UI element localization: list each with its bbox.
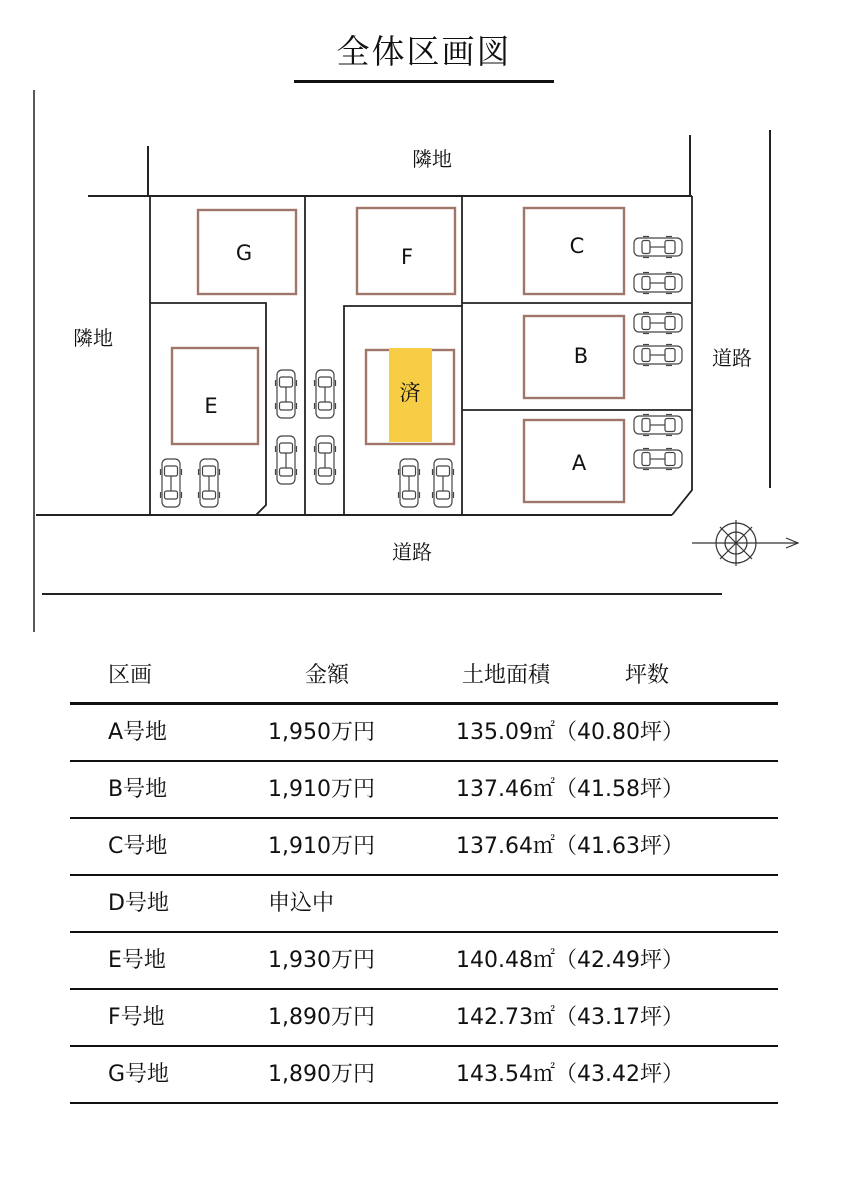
header-price: 金額 xyxy=(305,663,350,688)
table-row xyxy=(70,762,778,819)
neighbor-north-label: 隣地 xyxy=(412,147,452,171)
row-area: 137.46㎡（41.58坪） xyxy=(456,777,684,802)
row-price: 申込中 xyxy=(268,891,335,916)
lot-label-b: B xyxy=(573,344,589,368)
row-lot: D号地 xyxy=(108,891,169,916)
row-price: 1,930万円 xyxy=(268,948,375,973)
lot-label-d-sold: 済 xyxy=(399,381,421,405)
row-area: 137.64㎡（41.63坪） xyxy=(456,834,684,859)
row-lot: G号地 xyxy=(108,1062,170,1087)
site-plan xyxy=(0,85,848,635)
table-row xyxy=(70,819,778,876)
lot-label-g: G xyxy=(235,241,253,265)
row-lot: B号地 xyxy=(108,777,168,802)
row-area: 142.73㎡（43.17坪） xyxy=(456,1005,684,1030)
row-price: 1,890万円 xyxy=(268,1005,375,1030)
table-row xyxy=(70,876,778,933)
header-area: 土地面積 xyxy=(462,663,551,688)
row-lot: C号地 xyxy=(108,834,168,859)
row-lot: E号地 xyxy=(108,948,166,973)
table-row xyxy=(70,933,778,990)
row-price: 1,950万円 xyxy=(268,720,375,745)
row-price: 1,910万円 xyxy=(268,834,375,859)
row-price: 1,890万円 xyxy=(268,1062,375,1087)
compass-icon xyxy=(692,520,798,566)
lot-label-a: A xyxy=(571,451,587,475)
row-lot: A号地 xyxy=(108,720,168,745)
row-lot: F号地 xyxy=(108,1005,165,1030)
page-title: 全体区画図 xyxy=(336,32,512,71)
table-row xyxy=(70,1047,778,1104)
row-area: 135.09㎡（40.80坪） xyxy=(456,720,684,745)
row-area: 143.54㎡（43.42坪） xyxy=(456,1062,684,1087)
header-lot: 区画 xyxy=(108,663,153,688)
lot-label-e: E xyxy=(204,394,218,418)
lot-label-f: F xyxy=(400,245,414,269)
neighbor-west-label: 隣地 xyxy=(73,326,113,350)
table-header-row xyxy=(70,650,778,705)
title-underline xyxy=(294,80,554,83)
road-south-label: 道路 xyxy=(392,540,432,564)
lot-price-table xyxy=(70,650,778,1104)
header-tsubo: 坪数 xyxy=(625,663,670,688)
table-row xyxy=(70,990,778,1047)
road-east-label: 道路 xyxy=(712,346,752,370)
table-row xyxy=(70,705,778,762)
lot-label-c: C xyxy=(569,234,585,258)
row-price: 1,910万円 xyxy=(268,777,375,802)
row-area: 140.48㎡（42.49坪） xyxy=(456,948,684,973)
